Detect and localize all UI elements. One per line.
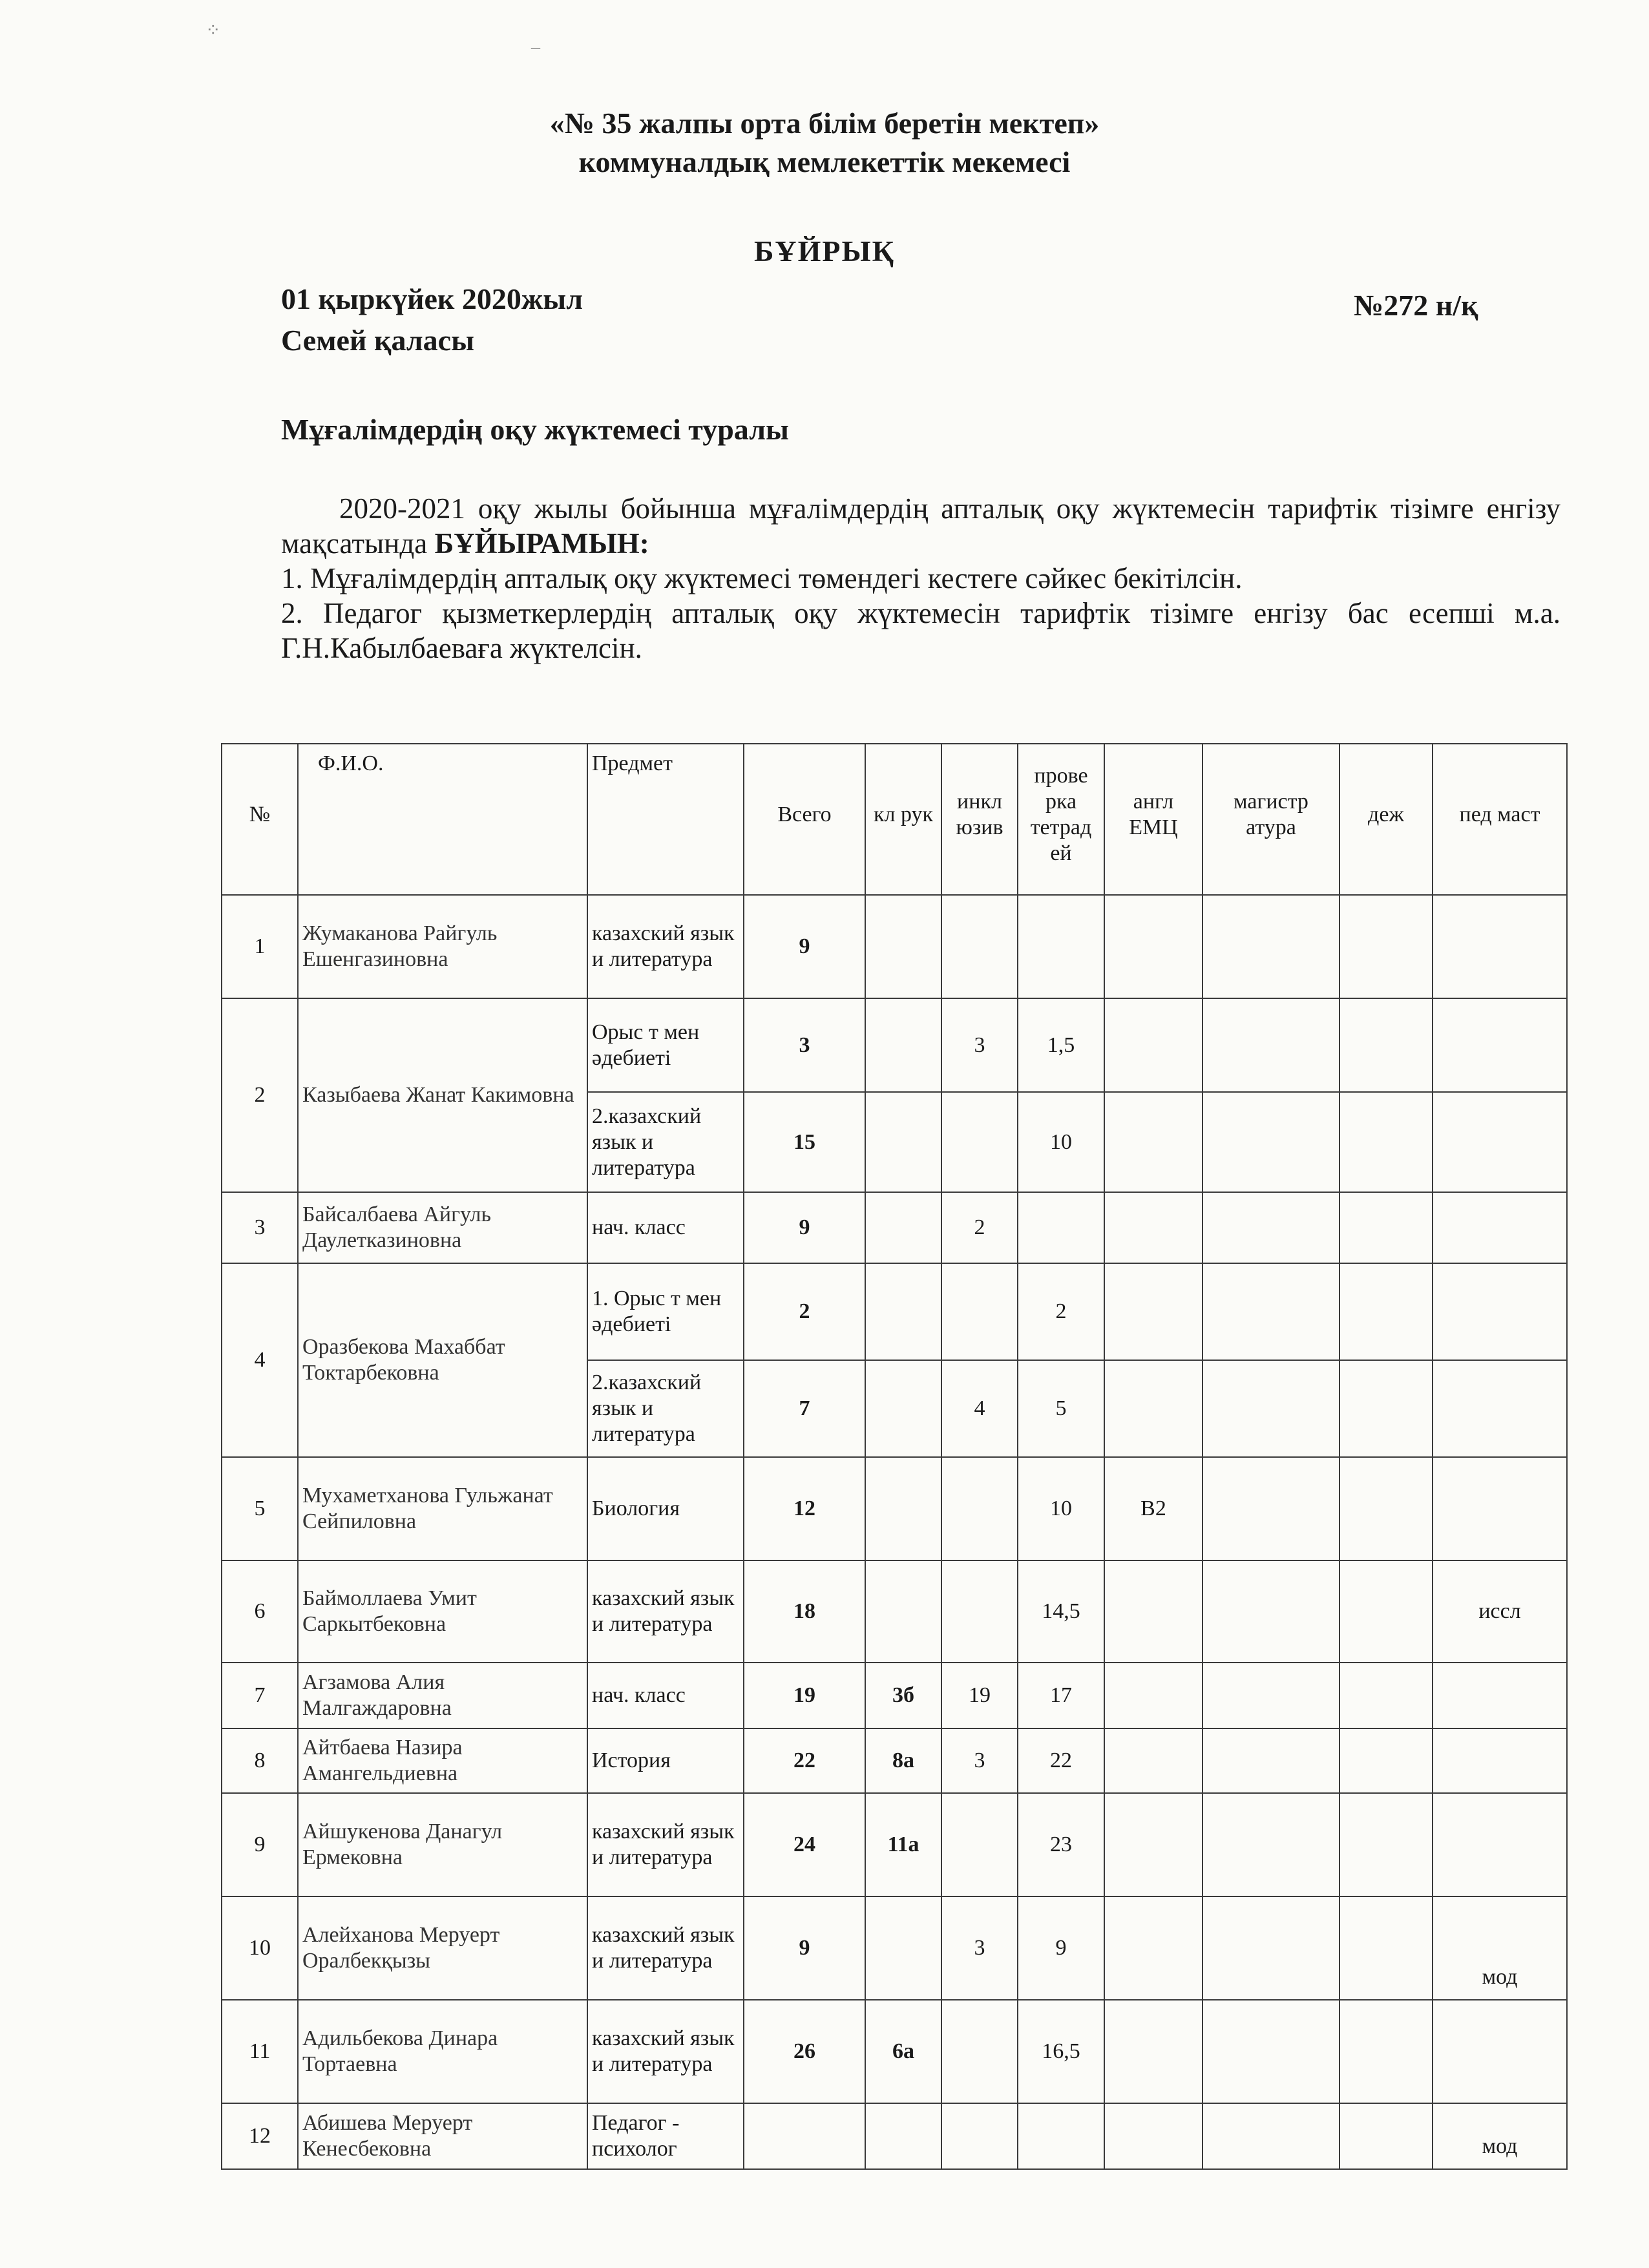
table-row [222,1728,1567,1793]
row-chk: 22 [1018,1728,1104,1793]
table-row [222,1663,1567,1728]
row-chk [1018,2103,1104,2169]
row-total: 22 [744,1728,865,1793]
row-ped [1433,1192,1567,1263]
row-inc: 19 [941,1663,1018,1728]
row-subject: казахский язык и литература [587,2000,744,2103]
row-inc [941,1457,1018,1560]
row-eng [1104,2103,1203,2169]
teaching-load-table [221,743,1568,2170]
row-inc [941,1793,1018,1896]
row-chk [1018,1192,1104,1263]
row-dej [1339,1360,1433,1457]
row-eng [1104,998,1203,1092]
row-total: 3 [744,998,865,1092]
row-dej [1339,2103,1433,2169]
row-mag [1203,2000,1339,2103]
row-total: 19 [744,1663,865,1728]
row-mag [1203,1192,1339,1263]
row-total [744,2103,865,2169]
row-kl: 8а [865,1728,941,1793]
row-eng [1104,1263,1203,1360]
row-eng [1104,1663,1203,1728]
row-fio: Жумаканова Райгуль Ешенгазиновна [298,895,587,998]
row-total: 9 [744,1192,865,1263]
row-subject: нач. класс [587,1192,744,1263]
row-kl [865,2103,941,2169]
row-total: 9 [744,895,865,998]
row-chk: 10 [1018,1457,1104,1560]
row-fio: Оразбекова Махаббат Токтарбековна [298,1263,587,1457]
row-total: 26 [744,2000,865,2103]
row-dej [1339,2000,1433,2103]
row-ped [1433,1457,1567,1560]
row-fio: Агзамова Алия Малгаждаровна [298,1663,587,1728]
row-fio: Айшукенова Данагул Ермековна [298,1793,587,1896]
order-number: №272 н/қ [1354,289,1478,322]
row-ped [1433,998,1567,1092]
row-chk: 17 [1018,1663,1104,1728]
row-no: 5 [222,1457,298,1560]
row-ped [1433,1263,1567,1360]
row-ped [1433,1793,1567,1896]
row-eng [1104,1728,1203,1793]
table-row [222,2103,1567,2169]
header-fio: Ф.И.О. [298,744,587,895]
header-subject: Предмет [587,744,744,895]
row-kl [865,1360,941,1457]
row-no: 12 [222,2103,298,2169]
document-title: БҰЙРЫҚ [753,235,896,268]
header-engl: англ ЕМЦ [1104,744,1203,895]
row-chk: 10 [1018,1092,1104,1192]
intro-text: 2020-2021 оқу жылы бойынша мұғалімдердің апталық оқу жүктемесін тарифтік тізімге енгізу мақсатында [281,492,1560,560]
row-dej [1339,1263,1433,1360]
row-kl [865,1192,941,1263]
row-dej [1339,1896,1433,2000]
row-kl [865,1896,941,2000]
order-item-2: 2. Педагог қызметкерлердің апталық оқу жүктемесін тарифтік тізімге енгізу бас есепші м.а. Г.Н.Кабылбаеваға жүктелсін. [281,597,1560,664]
header-kl-ruk: кл рук [865,744,941,895]
row-dej [1339,1793,1433,1896]
row-total: 12 [744,1457,865,1560]
row-fio: Алейханова Меруерт Оралбекқызы [298,1896,587,2000]
row-subject: Орыс т мен әдебиеті [587,998,744,1092]
row-dej [1339,895,1433,998]
row-fio: Баймоллаева Умит Саркытбековна [298,1560,587,1663]
row-mag [1203,998,1339,1092]
header-check: прове рка тетрад ей [1018,744,1104,895]
row-mag [1203,1092,1339,1192]
row-subject: 2.казахский язык и литература [587,1360,744,1457]
row-inc: 2 [941,1192,1018,1263]
row-mag [1203,1793,1339,1896]
row-inc: 3 [941,1728,1018,1793]
row-mag [1203,1663,1339,1728]
header-no: № [222,744,298,895]
row-no: 9 [222,1793,298,1896]
row-subject: казахский язык и литература [587,1793,744,1896]
row-no: 2 [222,998,298,1192]
row-kl: 3б [865,1663,941,1728]
row-eng: В2 [1104,1457,1203,1560]
order-item-1: 1. Мұғалімдердің апталық оқу жүктемесі төмендегі кестеге сәйкес бекітілсін. [281,562,1243,594]
row-eng [1104,1896,1203,2000]
row-eng [1104,1192,1203,1263]
row-total: 24 [744,1793,865,1896]
order-city: Семей қаласы [281,324,474,357]
row-subject: История [587,1728,744,1793]
row-mag [1203,1728,1339,1793]
scan-mark-2: – [531,37,540,58]
row-dej [1339,1560,1433,1663]
row-no: 11 [222,2000,298,2103]
row-chk: 9 [1018,1896,1104,2000]
row-inc [941,2103,1018,2169]
row-dej [1339,1663,1433,1728]
row-chk [1018,895,1104,998]
row-dej [1339,998,1433,1092]
table-row [222,998,1567,1092]
row-mag [1203,895,1339,998]
row-eng [1104,1360,1203,1457]
row-kl: 11а [865,1793,941,1896]
row-ped: иссл [1433,1560,1567,1663]
row-mag [1203,1360,1339,1457]
row-no: 1 [222,895,298,998]
row-ped [1433,895,1567,998]
table-row [222,1263,1567,1360]
row-mag [1203,2103,1339,2169]
row-fio: Казыбаева Жанат Какимовна [298,998,587,1192]
row-ped [1433,1360,1567,1457]
row-subject: казахский язык и литература [587,1560,744,1663]
row-inc [941,1092,1018,1192]
order-subject: Мұғалімдердің оқу жүктемесі туралы [281,413,789,446]
header-master: магистр атура [1203,744,1339,895]
header-inclusive: инкл юзив [941,744,1018,895]
table-row [222,1560,1567,1663]
row-mag [1203,1560,1339,1663]
row-fio: Адильбекова Динара Тортаевна [298,2000,587,2103]
row-ped [1433,1663,1567,1728]
row-dej [1339,1192,1433,1263]
row-inc: 3 [941,1896,1018,2000]
row-kl [865,895,941,998]
row-inc: 4 [941,1360,1018,1457]
row-chk: 2 [1018,1263,1104,1360]
row-eng [1104,895,1203,998]
row-no: 4 [222,1263,298,1457]
row-kl [865,998,941,1092]
row-chk: 5 [1018,1360,1104,1457]
row-total: 2 [744,1263,865,1360]
row-kl [865,1457,941,1560]
row-total: 9 [744,1896,865,2000]
table-row [222,1457,1567,1560]
row-no: 8 [222,1728,298,1793]
institution-type: коммуналдық мемлекеттік мекемесі [578,145,1071,178]
row-subject: 1. Орыс т мен әдебиеті [587,1263,744,1360]
row-inc [941,2000,1018,2103]
row-total: 15 [744,1092,865,1192]
school-name: «№ 35 жалпы орта білім беретін мектеп» [549,107,1100,140]
row-dej [1339,1728,1433,1793]
row-ped [1433,2000,1567,2103]
row-no: 10 [222,1896,298,2000]
table-row [222,2000,1567,2103]
row-fio: Айтбаева Назира Амангельдиевна [298,1728,587,1793]
row-inc [941,1263,1018,1360]
row-subject: казахский язык и литература [587,895,744,998]
order-intro [281,491,1560,561]
row-inc [941,895,1018,998]
row-kl [865,1560,941,1663]
row-ped [1433,1728,1567,1793]
scan-mark-1: ⁘ [205,21,221,41]
row-ped: мод [1433,1896,1567,2000]
row-kl [865,1263,941,1360]
table-row [222,1896,1567,2000]
row-subject: Педагог - психолог [587,2103,744,2169]
row-no: 3 [222,1192,298,1263]
row-ped [1433,1092,1567,1192]
row-eng [1104,1793,1203,1896]
row-kl: 6а [865,2000,941,2103]
row-mag [1203,1896,1339,2000]
header-total: Всего [744,744,865,895]
table-row [222,1192,1567,1263]
row-eng [1104,2000,1203,2103]
order-date: 01 қыркүйек 2020жыл [281,282,583,315]
row-dej [1339,1092,1433,1192]
row-kl [865,1092,941,1192]
header-duty: деж [1339,744,1433,895]
row-ped: мод [1433,2103,1567,2169]
row-inc: 3 [941,998,1018,1092]
row-fio: Мухаметханова Гульжанат Сейпиловна [298,1457,587,1560]
row-total: 18 [744,1560,865,1663]
row-fio: Байсалбаева Айгуль Даулетказиновна [298,1192,587,1263]
row-mag [1203,1263,1339,1360]
table-row [222,895,1567,998]
row-inc [941,1560,1018,1663]
header-ped: пед маст [1433,744,1567,895]
row-eng [1104,1560,1203,1663]
row-chk: 14,5 [1018,1560,1104,1663]
row-no: 7 [222,1663,298,1728]
row-eng [1104,1092,1203,1192]
row-chk: 23 [1018,1793,1104,1896]
row-subject: Биология [587,1457,744,1560]
order-word: БҰЙЫРАМЫН: [434,527,649,560]
row-chk: 16,5 [1018,2000,1104,2103]
table-header-row [222,744,1567,895]
row-fio: Абишева Меруерт Кенесбековна [298,2103,587,2169]
row-dej [1339,1457,1433,1560]
row-subject: 2.казахский язык и литература [587,1092,744,1192]
row-chk: 1,5 [1018,998,1104,1092]
row-mag [1203,1457,1339,1560]
row-subject: казахский язык и литература [587,1896,744,2000]
row-total: 7 [744,1360,865,1457]
table-row [222,1793,1567,1896]
row-no: 6 [222,1560,298,1663]
row-subject: нач. класс [587,1663,744,1728]
